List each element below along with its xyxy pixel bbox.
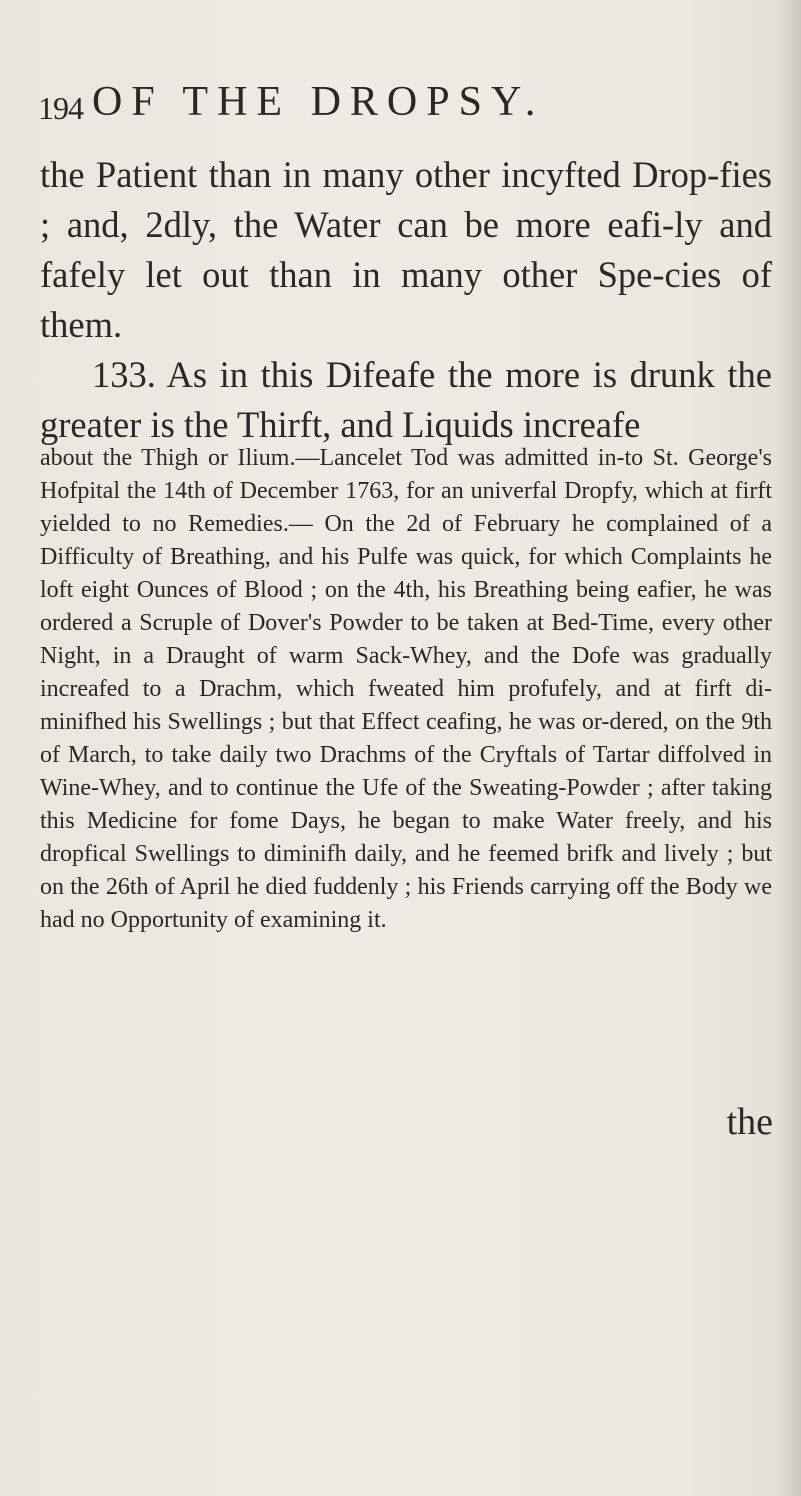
main-text bbox=[40, 150, 772, 450]
page-edge-shadow bbox=[777, 0, 801, 1496]
running-head: OF THE DROPSY. bbox=[92, 79, 545, 125]
footnote-case-report bbox=[40, 442, 772, 937]
page-number: 194 bbox=[38, 90, 83, 126]
paragraph-continuation: the Patient than in many other incyfted Drop-fies ; and, 2dly, the Water can be more eafi-ly and fafely let out than in many other Spe-cies of them. bbox=[40, 154, 772, 345]
catchword: the bbox=[726, 1101, 773, 1143]
page-header bbox=[38, 78, 758, 128]
case-report-text: about the Thigh or Ilium.—Lancelet Tod was admitted in-to St. George's Hofpital the 14th of December 1763, for an univerfal Dropfy, which at firft yielded to no Remedies.— On the 2d of February he complained of a Difficulty of Breathing, and his Pulfe was quick, for which Complaints he loft eight Ounces of Blood ; on the 4th, his Breathing being eafier, he was ordered a Scruple of Dover's Powder to be taken at Bed-Time, every other Night, in a Draught of warm Sack-Whey, and the Dofe was gradually increafed to a Drachm, which fweated him profufely, and at firft di-minifhed his Swellings ; but that Effect ceafing, he was or-dered, on the 9th of March, to take daily two Drachms of the Cryftals of Tartar diffolved in Wine-Whey, and to continue the Ufe of the Sweating-Powder ; after taking this Medicine for fome Days, he began to make Water freely, and his dropfical Swellings to diminifh daily, and he feemed brifk and lively ; but on the 26th of April he died fuddenly ; his Friends carrying off the Body we had no Opportunity of examining it. bbox=[40, 445, 772, 933]
paragraph-133: 133. As in this Difeafe the more is drunk the greater is the Thirft, and Liquids increafe bbox=[40, 354, 772, 445]
